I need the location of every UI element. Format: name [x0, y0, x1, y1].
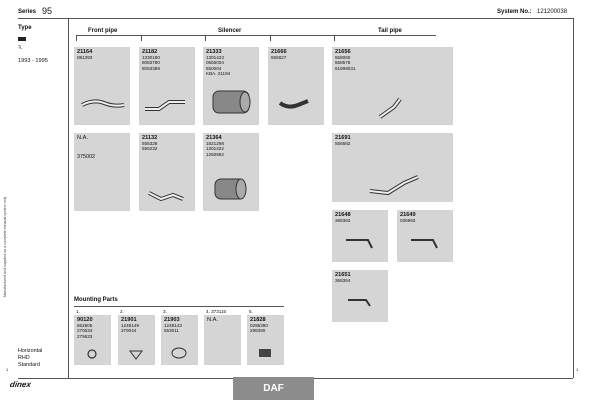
right-border: [573, 18, 574, 378]
vertical-note: Manufactured and supplied as a complete exhaust system only: [3, 196, 7, 297]
part-ref: 0296390: [250, 323, 268, 329]
brand-banner: [233, 377, 314, 400]
mount-cell[interactable]: [118, 315, 155, 365]
bracket-icon: [332, 210, 388, 262]
left-column-divider: [68, 18, 69, 378]
part-ref: 1301423: [206, 55, 224, 61]
daf-badge-icon: [18, 37, 26, 41]
part-cell[interactable]: [332, 47, 453, 125]
part-number: 21651: [335, 272, 351, 278]
part-ref: 555827: [271, 55, 287, 61]
mount-index: 5.: [249, 309, 253, 314]
part-cell[interactable]: [268, 47, 324, 125]
bracket-icon: [397, 210, 453, 262]
part-ref: KBA. 21194: [206, 70, 231, 76]
part-ref: 368364: [335, 278, 351, 284]
config-orientation: Horizontal: [18, 348, 43, 354]
series-label: [18, 9, 36, 15]
part-number: N.A.: [77, 135, 88, 141]
part-number: 21903: [164, 317, 180, 323]
part-number: 21648: [335, 212, 351, 218]
truck-model-mark-icon: ꟻ.: [18, 45, 23, 51]
part-ref: 1248149: [121, 323, 139, 329]
part-ref: 081393: [77, 55, 93, 61]
section-rule: [76, 35, 436, 36]
config-drive: RHD: [18, 355, 30, 361]
part-ref: 379044: [121, 328, 137, 334]
part-number: 21364: [206, 135, 222, 141]
part-number: 21656: [335, 49, 351, 55]
mount-index: 3.: [163, 309, 167, 314]
part-ref: 550004: [206, 65, 222, 71]
section-tick-3: [205, 35, 206, 41]
series-label-text: Series: [18, 9, 37, 15]
flex-pipe-icon: [139, 47, 195, 125]
mount-part-number: 373116: [211, 309, 227, 314]
part-cell[interactable]: [203, 133, 259, 211]
section-tail-pipe: Tail pipe: [378, 28, 402, 34]
part-ref: 558060: [335, 55, 351, 61]
part-cell[interactable]: [332, 210, 388, 262]
part-number: 21333: [206, 49, 222, 55]
mount-index: [206, 309, 226, 314]
mount-cell[interactable]: [74, 315, 111, 365]
dinex-logo: dinex: [9, 380, 32, 389]
part-number: 21691: [335, 135, 351, 141]
brand-label: DAF: [263, 383, 284, 394]
part-ref: 0555004: [206, 60, 224, 66]
mount-index-text: 4.: [206, 309, 210, 314]
part-ref: 556232: [142, 146, 158, 152]
part-number: 21901: [121, 317, 137, 323]
part-ref: 1301422: [206, 146, 224, 152]
type-label: Type: [18, 25, 32, 31]
mounting-rule: [74, 306, 284, 307]
rubber-mount-icon: [247, 315, 284, 365]
part-ref: 1248143: [164, 323, 182, 329]
silencer-icon: [203, 133, 259, 211]
part-number: 21649: [400, 212, 416, 218]
section-tick-2: [141, 35, 142, 41]
part-ref: N.A.: [207, 317, 218, 323]
part-cell[interactable]: [203, 47, 259, 125]
part-ref: 270634: [77, 328, 93, 334]
part-cell[interactable]: [139, 133, 195, 211]
bracket-icon: [332, 270, 388, 322]
part-ref: 556582: [335, 141, 351, 147]
part-ref: 8083780: [142, 60, 160, 66]
mount-cell[interactable]: [161, 315, 198, 365]
clamp-ring-icon: [74, 315, 111, 365]
section-front-pipe: Front pipe: [88, 28, 118, 34]
part-ref: 61599031: [335, 65, 356, 71]
section-tick-4: [270, 35, 271, 41]
mount-index: 1.: [76, 309, 80, 314]
tail-pipe-icon: [332, 133, 453, 202]
section-tick-1: [76, 35, 77, 41]
tail-pipe-icon: [332, 47, 453, 125]
part-ref: 662806: [77, 323, 93, 329]
part-ref: 558578: [335, 60, 351, 66]
part-number: 90120: [77, 317, 93, 323]
series-value: 95: [42, 6, 53, 16]
section-tick-5: [334, 35, 335, 41]
silencer-icon: [203, 47, 259, 125]
part-ref: 8083389: [142, 65, 160, 71]
part-ref: 298390: [250, 328, 266, 334]
page-mark-right: 1: [576, 367, 579, 372]
front-pipe-icon: [74, 47, 130, 125]
part-ref: 553011: [164, 328, 179, 334]
part-cell[interactable]: [139, 47, 195, 125]
part-cell[interactable]: [74, 133, 130, 211]
mounting-title: Mounting Parts: [74, 297, 118, 303]
page-mark-left: 1: [6, 367, 9, 372]
part-number: 21828: [250, 317, 266, 323]
part-ref: 368363: [335, 218, 351, 224]
part-ref: 279633: [77, 333, 93, 339]
part-number: 21666: [271, 49, 287, 55]
config-variant: Standard: [18, 362, 40, 368]
part-number: 21164: [77, 49, 93, 55]
part-number: 21182: [142, 49, 158, 55]
part-ref: 1821298: [206, 141, 224, 147]
part-ref: 375002: [77, 154, 95, 161]
part-cell[interactable]: [332, 270, 388, 322]
flex-pipe-icon: [139, 133, 195, 211]
flange-gasket-icon: [161, 315, 198, 365]
part-ref: 036993: [400, 218, 416, 224]
years: 1993 - 1995: [18, 58, 48, 64]
system-label: System No.:: [497, 9, 532, 15]
part-ref: 1250992: [206, 151, 224, 157]
mount-cell[interactable]: [247, 315, 284, 365]
mount-cell[interactable]: [204, 315, 241, 365]
part-cell[interactable]: [332, 133, 453, 202]
mount-index: 2.: [120, 309, 124, 314]
part-ref: 555328: [142, 141, 158, 147]
part-number: 21132: [142, 135, 158, 141]
connector-pipe-icon: [268, 47, 324, 125]
section-silencer: Silencer: [218, 28, 242, 34]
part-cell[interactable]: [397, 210, 453, 262]
system-number: 121200038: [537, 9, 568, 15]
part-cell[interactable]: [74, 47, 130, 125]
gasket-icon: [118, 315, 155, 365]
part-ref: 1330180: [142, 55, 160, 61]
header-rule: [18, 18, 573, 19]
